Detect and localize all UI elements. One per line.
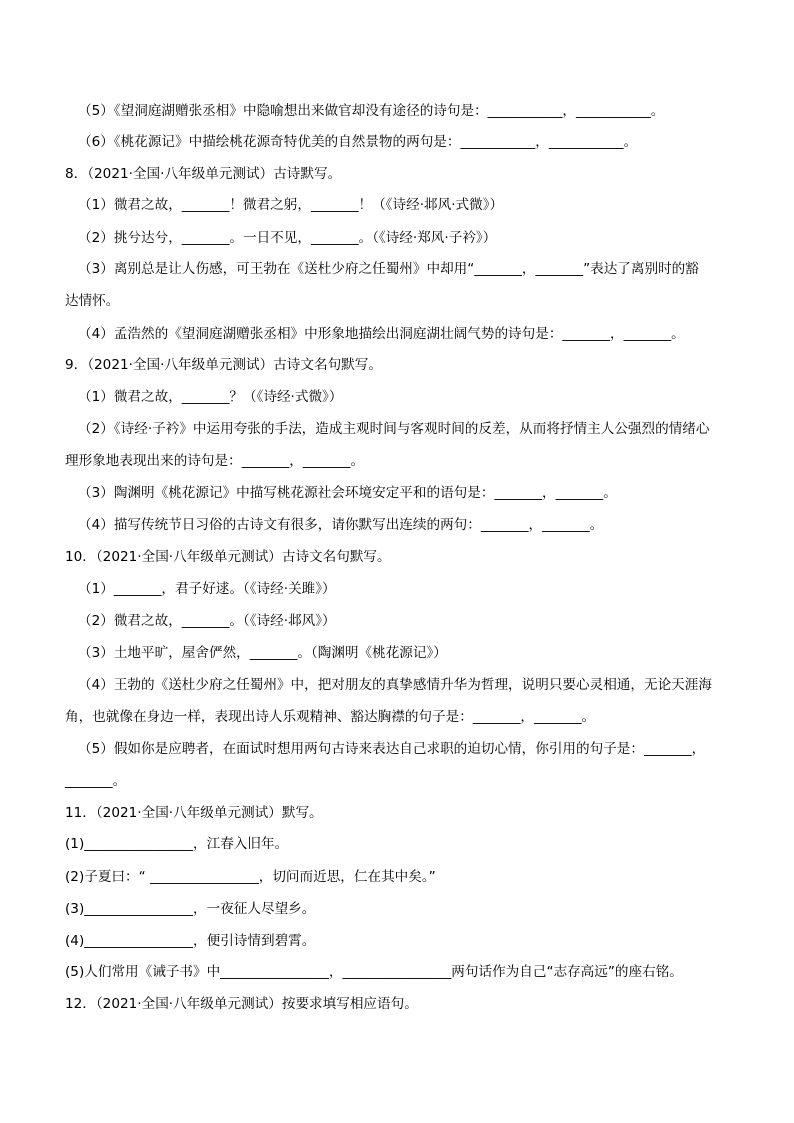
- question-line: (4)________________，便引诗情到碧霄。: [65, 933, 316, 949]
- question-line: （2）微君之故，_______。（《诗经·邶风》）: [78, 613, 336, 629]
- question-line: （6）《桃花源记》中描绘桃花源奇特优美的自然景物的两句是：___________，___________。: [78, 134, 638, 150]
- question-line: (3)________________，一夜征人尽望乡。: [65, 901, 316, 917]
- question-line: （3）土地平旷，屋舍俨然，_______。（陶渊明《桃花源记》）: [78, 645, 447, 661]
- question-line: （1）微君之故，_______？（《诗经·式微》）: [78, 389, 343, 405]
- question-line: （4）描写传统节日习俗的古诗文有很多，请你默写出连续的两句：_______，_______。: [78, 517, 604, 533]
- question-line: （5）假如你是应聘者，在面试时想用两句古诗来表达自己求职的迫切心情，你引用的句子是：_______，: [78, 741, 706, 757]
- question-line: （4）王勃的《送杜少府之任蜀州》中，把对朋友的真挚感情升华为哲理，说明只要心灵相通，无论天涯海: [78, 677, 712, 693]
- question-line: （1）_______，君子好逑。（《诗经·关雎》）: [78, 581, 336, 597]
- question-line: （2）挑兮达兮，_______。一日不见，_______。（《诗经·郑风·子衿》）: [78, 230, 497, 246]
- question-line: _______。: [65, 773, 127, 789]
- question-line: 达情怀。: [65, 293, 120, 309]
- question-line: （3）陶渊明《桃花源记》中描写桃花源社会环境安定平和的语句是：_______，_______。: [78, 485, 617, 501]
- question-heading: 8．（2021·全国·八年级单元测试）古诗默写。: [65, 166, 342, 182]
- question-line: (1)________________，江春入旧年。: [65, 836, 289, 852]
- question-heading: 10．（2021·全国·八年级单元测试）古诗文名句默写。: [65, 549, 391, 565]
- question-line: (2)子夏曰：“ ________________，切问而近思，仁在其中矣。”: [65, 869, 436, 885]
- question-heading: 12．（2021·全国·八年级单元测试）按要求填写相应语句。: [65, 996, 418, 1012]
- question-line: （3）离别总是让人伤感，可王勃在《送杜少府之任蜀州》中却用“_______，_______”表达了离别时的豁: [78, 261, 699, 277]
- question-line: （5）《望洞庭湖赠张丞相》中隐喻想出来做官却没有途径的诗句是：___________，___________。: [78, 103, 665, 119]
- question-heading: 11．（2021·全国·八年级单元测试）默写。: [65, 805, 323, 821]
- question-line: (5)人们常用《诫子书》中________________，________________两句话作为自己“志存高远”的座右铭。: [65, 964, 683, 980]
- question-line: 角，也就像在身边一样，表现出诗人乐观精神、豁达胸襟的句子是：_______，_______。: [65, 709, 596, 725]
- question-heading: 9．（2021·全国·八年级单元测试）古诗文名句默写。: [65, 357, 382, 373]
- question-line: （4）孟浩然的《望洞庭湖赠张丞相》中形象地描绘出洞庭湖壮阔气势的诗句是：_______，_______。: [78, 326, 685, 342]
- question-line: 理形象地表现出来的诗句是：_______，_______。: [65, 453, 365, 469]
- question-line: （1）微君之故，_______！微君之躬，_______！（《诗经·邶风·式微》）: [78, 197, 504, 213]
- question-line: （2）《诗经·子衿》中运用夸张的手法，造成主观时间与客观时间的反差，从而将抒情主人公强烈的情绪心: [78, 421, 710, 437]
